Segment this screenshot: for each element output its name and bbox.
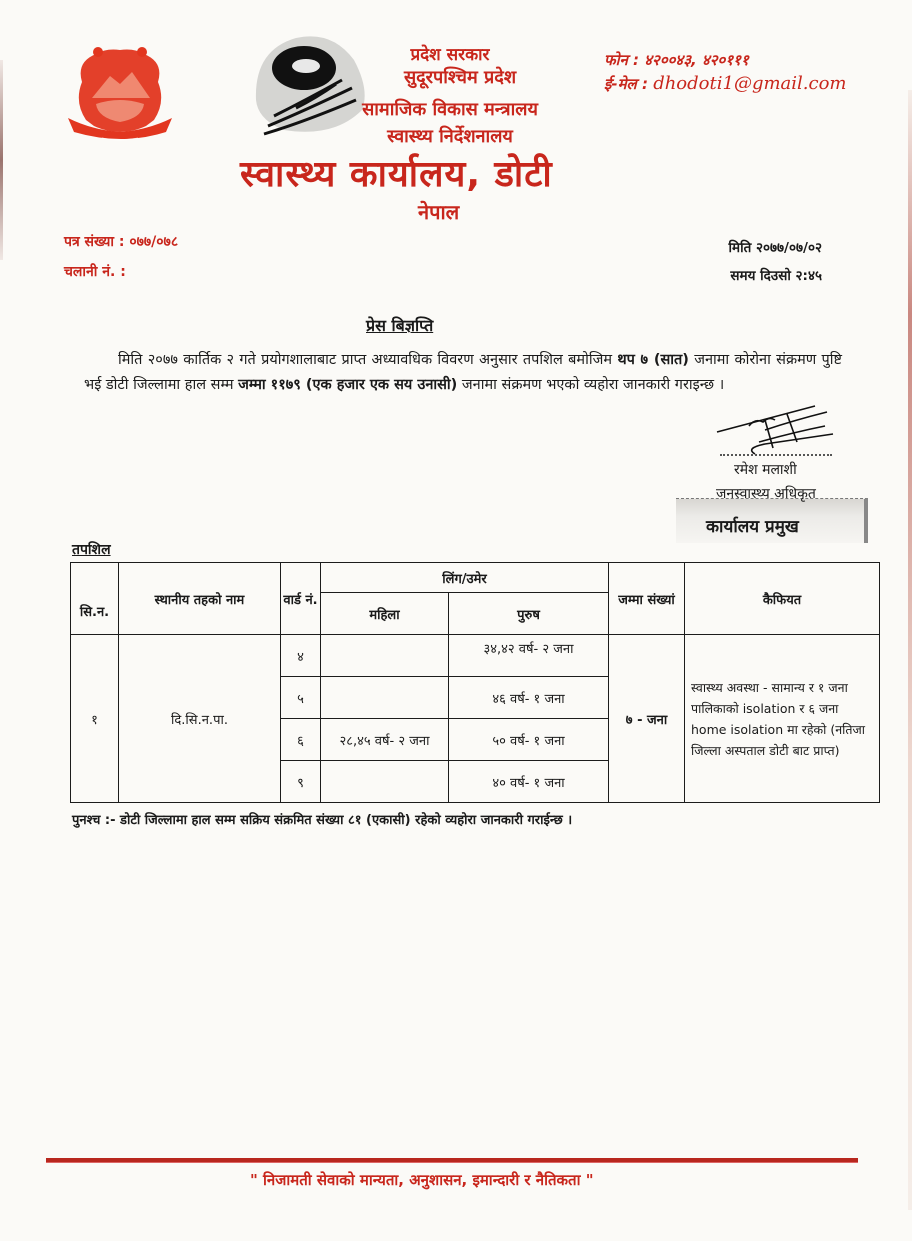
header-sn: सि.न. xyxy=(71,563,119,635)
table-row xyxy=(71,635,880,677)
email-line xyxy=(604,73,847,94)
cell-male: ४० वर्ष- १ जना xyxy=(449,761,609,803)
signatory-name: रमेश मलाशी xyxy=(734,462,797,478)
letterhead-line-1: प्रदेश सरकार xyxy=(410,45,490,65)
date-value: २०७७/०७/०२ xyxy=(755,240,822,256)
cell-local-level: दि.सि.न.पा. xyxy=(119,635,281,803)
body-part-3: जनामा संक्रमण भएको व्यहोरा जानकारी गराइन्छ । xyxy=(457,377,725,393)
email-address[interactable]: dhodoti1@gmail.com xyxy=(653,73,847,94)
header-local-level: स्थानीय तहको नाम xyxy=(119,563,281,635)
cell-ward: ५ xyxy=(281,677,321,719)
table-header-row xyxy=(71,563,880,593)
cell-female: २८,४५ वर्ष- २ जना xyxy=(321,719,449,761)
letterhead-line-4: स्वास्थ्य निर्देशनालय xyxy=(387,126,513,147)
country-name: नेपाल xyxy=(418,200,460,224)
body-part-1: मिति २०७७ कार्तिक २ गते प्रयोगशालाबाट प्राप्त अध्यावधिक विवरण अनुसार तपशिल बमोजिम xyxy=(118,352,618,368)
letter-number-value: ०७७/०७८ xyxy=(129,234,179,250)
cell-remarks: स्वास्थ्य अवस्था - सामान्य र १ जना पालिकाको isolation र ६ जना home isolation मा रहेको (नतिजा जिल्ला अस्पताल डोटी बाट प्राप्त) xyxy=(685,635,880,803)
signature-line xyxy=(720,454,832,456)
letter-number xyxy=(64,232,178,251)
phone-label: फोन : xyxy=(604,51,639,69)
header-ward: वार्ड नं. xyxy=(281,563,321,635)
cell-ward: ४ xyxy=(281,635,321,677)
footer-motto: " निजामती सेवाको मान्यता, अनुशासन, इमान्दारी र नैतिकता " xyxy=(250,1171,594,1189)
header-male: पुरुष xyxy=(449,593,609,635)
paper-edge-right xyxy=(908,90,912,1210)
press-release-title: प्रेस बिज्ञप्ति xyxy=(366,316,434,335)
letterhead-line-3: सामाजिक विकास मन्त्रालय xyxy=(362,99,538,120)
dispatch-number xyxy=(64,262,126,281)
dispatch-number-label: चलानी नं. : xyxy=(64,264,126,280)
date-label: मिति xyxy=(728,240,752,256)
header-total: जम्मा संख्यां xyxy=(609,563,685,635)
cell-ward: ९ xyxy=(281,761,321,803)
cell-female xyxy=(321,677,449,719)
phone-number: ४२००४३, ४२०१११ xyxy=(644,51,749,69)
cell-total: ७ - जना xyxy=(609,635,685,803)
body-bold-total: जम्मा ११७९ (एक हजार एक सय उनासी) xyxy=(238,377,458,393)
details-section-title: तपशिल xyxy=(72,542,111,558)
phone-line xyxy=(604,50,749,70)
header-remarks: कैफियत xyxy=(685,563,880,635)
postscript: पुनश्च :- डोटी जिल्लामा हाल सम्म सक्रिय संक्रमित संख्या ८१ (एकासी) रहेको व्यहोरा जानकारी गराईन्छ । xyxy=(72,813,573,828)
header-gender-age: लिंग/उमेर xyxy=(321,563,609,593)
cell-female xyxy=(321,761,449,803)
body-bold-new-cases: थप ७ (सात) xyxy=(617,352,689,368)
letterhead-line-2: सुदूरपश्चिम प्रदेश xyxy=(403,67,517,88)
office-stamp-icon xyxy=(244,20,374,150)
press-release-body xyxy=(84,348,842,398)
cell-sn: १ xyxy=(71,635,119,803)
time-value: दिउसो २:४५ xyxy=(760,268,822,284)
date-line xyxy=(729,238,823,256)
footer-divider xyxy=(46,1158,858,1162)
cell-male: ५० वर्ष- १ जना xyxy=(449,719,609,761)
signatory-designation: जनस्वास्थ्य अधिकृत xyxy=(716,486,816,502)
office-head-label: कार्यालय प्रमुख xyxy=(706,517,799,537)
cell-female xyxy=(321,635,449,677)
paper-edge-left xyxy=(0,60,3,260)
header-female: महिला xyxy=(321,593,449,635)
nepal-emblem-icon xyxy=(62,42,178,150)
cell-ward: ६ xyxy=(281,719,321,761)
time-label: समय xyxy=(730,268,756,284)
cell-male: ४६ वर्ष- १ जना xyxy=(449,677,609,719)
time-line xyxy=(730,266,822,284)
signature-icon xyxy=(715,398,835,458)
case-details-table xyxy=(70,562,880,803)
office-title: स्वास्थ्य कार्यालय, डोटी xyxy=(240,154,553,195)
body-part-2: जनामा कोरोना संक्रमण पुष्टि भई डोटी जिल्लामा हाल सम्म xyxy=(84,352,842,393)
cell-male: ३४,४२ वर्ष- २ जना xyxy=(449,635,609,677)
letter-number-label: पत्र संख्या : xyxy=(64,234,125,250)
email-label: ई-मेल : xyxy=(604,75,648,93)
